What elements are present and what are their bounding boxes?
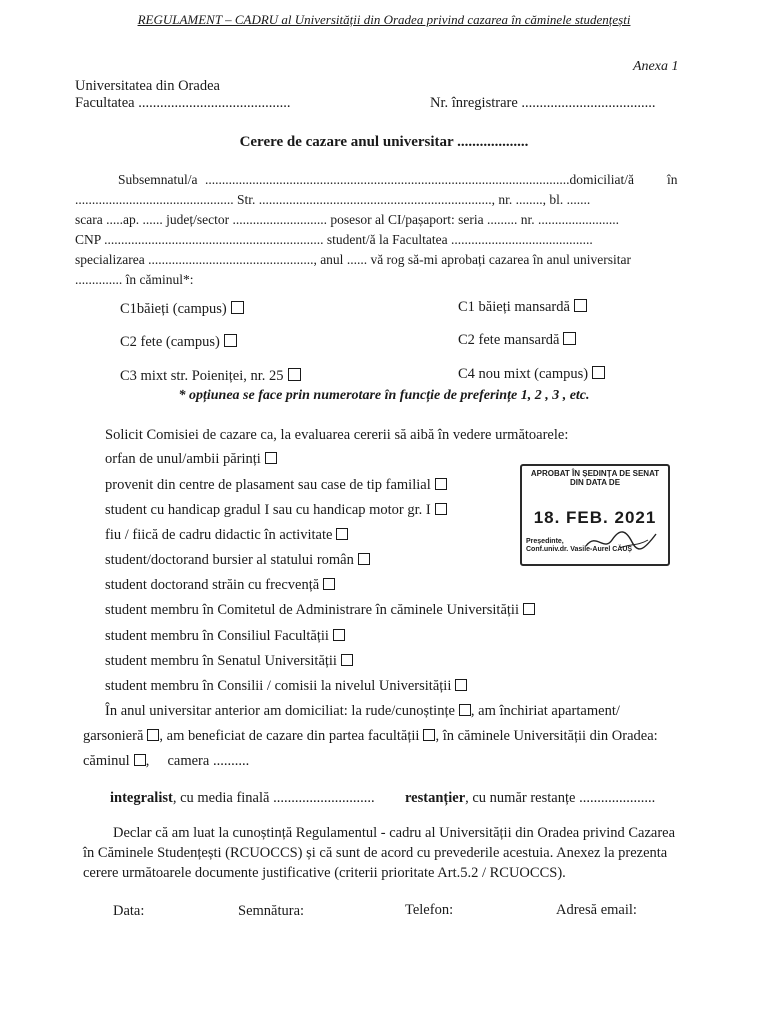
preference-note: * opțiunea se face prin numerotare în funcție de preferințe 1, 2 , 3 , etc.	[178, 388, 590, 403]
checkbox[interactable]	[288, 368, 301, 381]
name-domicile-field: ............................................................................................................domiciliat/ă	[205, 172, 634, 187]
previous-year-line-2: garsonieră , am beneficiat de cazare din partea facultății , în căminele Universității din Oradea:	[83, 728, 658, 744]
criteria-item[interactable]: student doctorand străin cu frecvență	[105, 577, 335, 594]
registration-number-field: Nr. înregistrare .....................................	[430, 95, 656, 111]
email-label: Adresă email:	[556, 902, 637, 918]
cnp-line: CNP ................................................................. student/ă la Facultatea ..........................................	[75, 232, 593, 247]
specialization-line: specializarea ................................................., anul ...... vă rog să-mi aprobați cazarea în anul universitar	[75, 252, 631, 267]
dorm-option-c2-campus[interactable]: C2 fete (campus)	[120, 334, 237, 351]
checkbox[interactable]	[574, 299, 587, 312]
integralist-field: integralist, cu media finală ............................	[110, 790, 375, 806]
dorm-option-c2-attic[interactable]: C2 fete mansardă	[458, 332, 576, 349]
criteria-item[interactable]: provenit din centre de plasament sau case de tip familial	[105, 477, 447, 494]
senate-approval-stamp	[520, 464, 670, 566]
checkbox-faculty[interactable]	[423, 729, 435, 741]
stamp-date: 18. FEB. 2021	[533, 508, 657, 527]
annex-label: Anexa 1	[633, 59, 679, 74]
checkbox[interactable]	[523, 603, 535, 615]
declaration-line-3: cerere următoarele documente justificative (criterii prioritate Art.5.2 / RCUOCCS).	[83, 865, 566, 881]
handwritten-signature-icon	[582, 526, 662, 554]
criteria-item[interactable]: student membru în Consiliul Facultății	[105, 628, 345, 645]
checkbox[interactable]	[592, 366, 605, 379]
criteria-item[interactable]: student cu handicap gradul I sau cu handicap motor gr. I	[105, 502, 447, 519]
checkbox[interactable]	[323, 578, 335, 590]
declaration-line-2: în Căminele Studențești (RCUOCCS) și că sunt de acord cu prevederile acestuia. Anexez la prezenta	[83, 845, 668, 861]
document-header: REGULAMENT – CADRU al Universității din Oradea privind cazarea în căminele studențești	[137, 12, 631, 27]
stamp-president-label: Președinte,	[526, 538, 564, 545]
dorm-option-c1-campus[interactable]: C1băieți (campus)	[120, 301, 244, 318]
restantier-field: restanțier, cu număr restanțe .....................	[405, 790, 656, 806]
checkbox[interactable]	[333, 629, 345, 641]
address-line: ............................................... Str. ....................................................................., nr. ........, bl. .......	[75, 192, 591, 207]
criteria-item[interactable]: student membru în Senatul Universității	[105, 653, 353, 670]
checkbox[interactable]	[435, 503, 447, 515]
criteria-item[interactable]: orfan de unul/ambii părinți	[105, 451, 277, 468]
dorm-option-c4[interactable]: C4 nou mixt (campus)	[458, 366, 605, 383]
date-label: Data:	[113, 903, 145, 919]
criteria-item[interactable]: student membru în Consilii / comisii la nivelul Universității	[105, 678, 467, 695]
domicile-in-label: în	[667, 172, 678, 187]
checkbox[interactable]	[265, 452, 277, 464]
criteria-item[interactable]: student/doctorand bursier al statului român	[105, 552, 370, 569]
checkbox[interactable]	[435, 478, 447, 490]
criteria-item[interactable]: student membru în Comitetul de Administrare în căminele Universității	[105, 602, 535, 619]
name-label: Subsemnatul/a	[118, 172, 198, 187]
criteria-intro: Solicit Comisiei de cazare ca, la evaluarea cererii să aibă în vedere următoarele:	[105, 427, 569, 443]
previous-year-line-3: căminul , camera ..........	[83, 753, 250, 769]
dorm-request-line: .............. în căminul*:	[75, 272, 194, 287]
checkbox[interactable]	[224, 334, 237, 347]
stamp-president-name: Conf.univ.dr. Vasile-Aurel CĂUȘ	[526, 546, 633, 553]
checkbox-relatives[interactable]	[459, 704, 471, 716]
checkbox[interactable]	[341, 654, 353, 666]
dorm-option-c3[interactable]: C3 mixt str. Poieniței, nr. 25	[120, 368, 301, 385]
stamp-line-1: APROBAT ÎN ȘEDINȚA DE SENAT	[530, 469, 660, 478]
previous-year-line-1: În anul universitar anterior am domiciliat: la rude/cunoștințe , am închiriat apartament/	[105, 703, 620, 719]
dorm-option-c1-attic[interactable]: C1 băieți mansardă	[458, 299, 587, 316]
form-title: Cerere de cazare anul universitar ...................	[239, 134, 529, 150]
id-line: scara .....ap. ...... județ/sector ............................ posesor al CI/pașaport: seria ......... nr. ........................	[75, 212, 620, 227]
signature-label: Semnătura:	[238, 903, 305, 919]
checkbox[interactable]	[563, 332, 576, 345]
checkbox[interactable]	[336, 528, 348, 540]
checkbox-studio[interactable]	[147, 729, 159, 741]
faculty-field: Facultatea ..........................................	[75, 95, 291, 111]
criteria-item[interactable]: fiu / fiică de cadru didactic în activitate	[105, 527, 348, 544]
checkbox[interactable]	[231, 301, 244, 314]
checkbox-dorm[interactable]	[134, 754, 146, 766]
university-name: Universitatea din Oradea	[75, 78, 220, 94]
phone-label: Telefon:	[405, 902, 454, 918]
checkbox[interactable]	[455, 679, 467, 691]
declaration-line-1: Declar că am luat la cunoștință Regulamentul - cadru al Universității din Oradea privind Cazarea	[113, 825, 676, 841]
checkbox[interactable]	[358, 553, 370, 565]
stamp-line-2: DIN DATA DE	[569, 478, 621, 487]
